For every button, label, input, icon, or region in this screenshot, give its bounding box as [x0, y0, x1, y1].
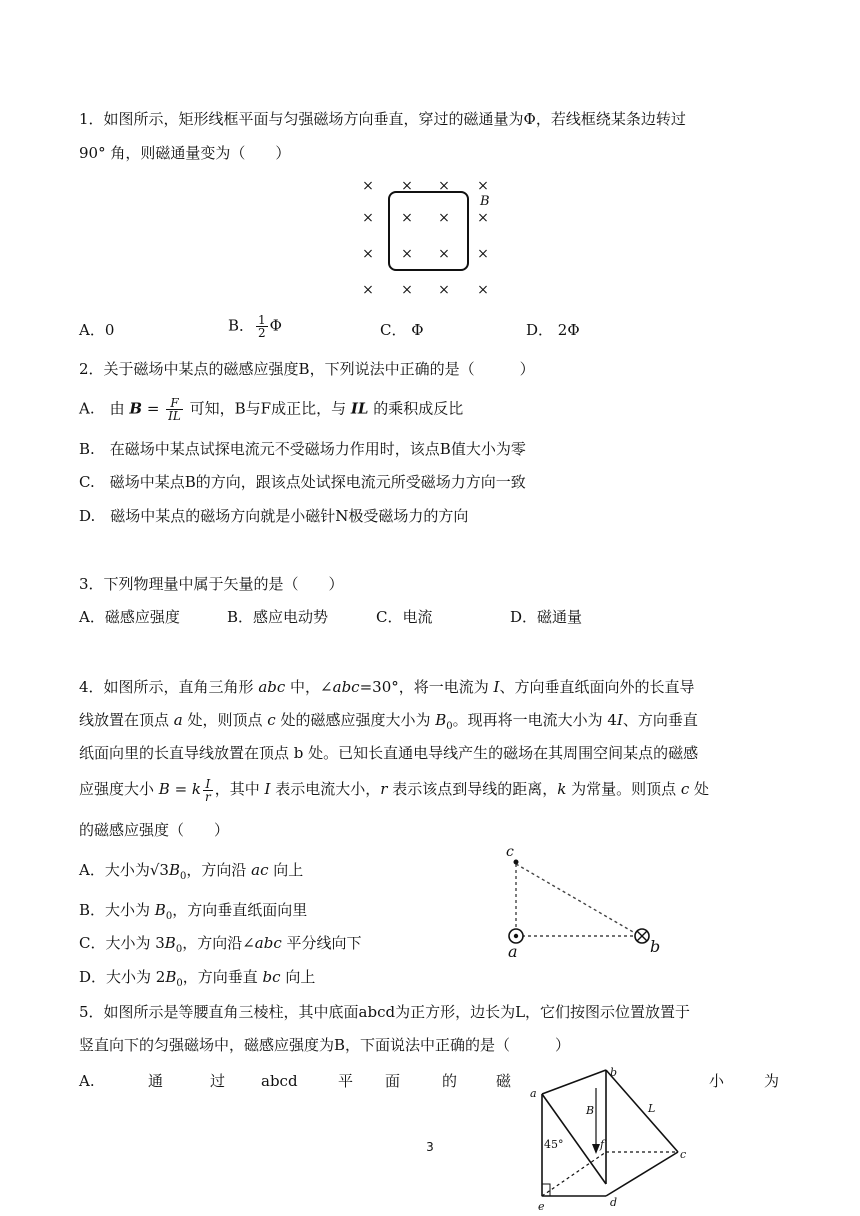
subscript: 0 [179, 871, 187, 882]
q1-option-b-label: B． [228, 316, 255, 335]
text: ，方向沿∠ [182, 934, 255, 952]
field-cross: × [401, 246, 413, 262]
field-cross: × [438, 282, 450, 297]
text: C．大小为 3 [79, 934, 165, 952]
formula-equals: = [142, 399, 165, 418]
field-cross: × [362, 246, 374, 262]
q3-option-c[interactable]: C．电流 [376, 608, 433, 626]
fraction-numerator: F [166, 397, 183, 410]
q1-option-d[interactable]: D． 2Φ [526, 321, 580, 339]
fraction-denominator: IL [168, 409, 181, 423]
subscript: 0 [176, 978, 183, 989]
label-a: a [530, 1087, 537, 1100]
q1-option-b-fraction [256, 314, 268, 339]
text: 处，则顶点 [182, 711, 268, 729]
subscript: 0 [446, 721, 453, 732]
text: 。现再将一电流大小为 4 [452, 711, 617, 729]
fraction-numerator: 1 [258, 313, 266, 327]
q2-option-b[interactable]: B. 在磁场中某点试探电流元不受磁场力作用时，该点B值大小为零 [79, 440, 526, 458]
text: = [169, 780, 192, 798]
field-cross: × [401, 210, 413, 226]
q4-option-b[interactable] [79, 900, 307, 927]
q1-stem-line1: 1．如图所示，矩形线框平面与匀强磁场方向垂直，穿过的磁通量为Φ，若线框绕某条边转过 [79, 110, 686, 128]
sqrt3: √3 [149, 861, 169, 879]
text: D．大小为 2 [79, 968, 166, 986]
page-number: 3 [426, 1140, 434, 1154]
var: bc [262, 968, 281, 986]
text: 向上 [268, 861, 304, 879]
vertex-c-dot [514, 860, 519, 865]
label-b: b [650, 937, 661, 956]
text: 、方向垂直纸面向外的长直导 [499, 678, 695, 696]
var: I [264, 780, 271, 798]
var: abc [332, 678, 360, 696]
text: 中，∠ [285, 678, 333, 696]
q2-option-c[interactable]: C. 磁场中某点B的方向，跟该点处试探电流元所受磁场力方向一致 [79, 473, 526, 491]
q4-option-d[interactable] [79, 967, 315, 994]
text: 平分线向下 [281, 934, 362, 952]
field-cross: × [477, 246, 489, 262]
field-cross: × [477, 210, 489, 226]
subscript: 0 [175, 944, 183, 955]
label-angle: 45° [544, 1138, 564, 1151]
q5-option-a-word-6: 的 [442, 1072, 458, 1090]
text: 处 [689, 780, 710, 798]
q2-option-a-text: 可知，B与F成正比，与 [184, 399, 351, 418]
q3-option-d[interactable]: D．磁通量 [510, 608, 583, 626]
q2-option-d[interactable]: D. 磁场中某点的磁场方向就是小磁针N极受磁场力的方向 [79, 507, 469, 525]
q4-stem-line1 [79, 677, 694, 697]
q5-option-a-word-4: 平 [338, 1072, 354, 1090]
q5-option-a-word-2: 过 [210, 1072, 226, 1090]
var: r [380, 780, 388, 798]
q5-option-a-word-1: 通 [148, 1072, 164, 1090]
var: B [168, 861, 180, 879]
q5-figure-prism [528, 1064, 708, 1212]
text: 为常量。则顶点 [566, 780, 681, 798]
label-c: c [680, 1148, 687, 1161]
var: ac [251, 861, 269, 879]
label-c: c [506, 844, 514, 860]
q5-option-a-word-9: 为 [764, 1072, 780, 1090]
field-cross: × [362, 178, 374, 194]
formula-IL: IL [350, 399, 369, 418]
label-a: a [508, 942, 518, 960]
label-L: L [648, 1102, 656, 1115]
edge-e-f-dashed [542, 1152, 606, 1196]
q1-figure-crosses [362, 178, 489, 297]
text: ，其中 [214, 780, 265, 798]
q5-option-a-word-5: 面 [385, 1072, 401, 1090]
q2-option-a-label: A. 由 [79, 399, 130, 418]
var: c [267, 711, 276, 729]
var: B [164, 934, 176, 952]
q5-option-a-word-7: 磁 [496, 1072, 512, 1090]
formula-B: B [129, 399, 143, 418]
var: I [493, 678, 500, 696]
var: abc [258, 678, 286, 696]
q1-figure-label-B: B [480, 194, 490, 209]
q5-stem-line1: 5．如图所示是等腰直角三棱柱，其中底面abcd为正方形，边长为L，它们按图示位置放置于 [79, 1003, 691, 1021]
text: 表示电流大小， [270, 780, 381, 798]
q4-figure-triangle [500, 840, 670, 960]
var: c [680, 780, 690, 798]
field-cross: × [362, 282, 374, 297]
var: B [158, 780, 170, 798]
label-e: e [538, 1200, 545, 1212]
fraction-denominator: r [205, 789, 211, 804]
field-cross: × [477, 178, 489, 194]
edge-d-c [606, 1152, 678, 1196]
var: B [154, 901, 166, 919]
q5-option-a-word-8: 小 [709, 1072, 725, 1090]
q3-option-b[interactable]: B．感应电动势 [227, 608, 329, 626]
field-cross: × [438, 210, 450, 226]
q2-stem: 2．关于磁场中某点的磁感应强度B，下列说法中正确的是（ ） [79, 360, 535, 378]
q4-stem-line3: 纸面向里的长直导线放置在顶点 b 处。已知长直通电导线产生的磁场在其周围空间某点的磁感 [79, 744, 699, 762]
field-cross: × [477, 282, 489, 297]
var: abc [254, 934, 282, 952]
text: 向上 [280, 968, 316, 986]
label-b: b [610, 1066, 618, 1079]
field-cross: × [438, 178, 450, 194]
text: 、方向垂直 [622, 711, 698, 729]
fraction-denominator: 2 [258, 326, 266, 340]
q1-option-c[interactable]: C． Φ [380, 321, 424, 339]
text: 表示该点到导线的距离， [387, 780, 558, 798]
var: B [165, 968, 177, 986]
field-cross: × [438, 246, 450, 262]
q4-stem-line4 [79, 776, 709, 803]
text: A．大小为 [79, 861, 150, 879]
field-cross: × [401, 282, 413, 297]
label-f: f [600, 1138, 605, 1151]
field-cross: × [401, 178, 413, 194]
q5-option-a-word-0[interactable]: A. [79, 1072, 95, 1090]
fraction-numerator: I [203, 778, 213, 791]
text: 4．如图所示，直角三角形 [79, 678, 259, 696]
q4-stem-line2 [79, 710, 698, 737]
q1-option-b[interactable] [228, 314, 282, 339]
q1-figure-magnetic-field [355, 172, 505, 297]
field-cross: × [362, 210, 374, 226]
text: ，方向垂直 [182, 968, 263, 986]
text: B．大小为 [79, 901, 155, 919]
q2-option-a-text-end: 的乘积成反比 [368, 399, 464, 418]
q1-option-b-phi: Φ [269, 316, 282, 335]
q1-stem-line2: 90° 角，则磁通量变为（ ） [79, 144, 291, 162]
label-d: d [610, 1196, 618, 1209]
q4-option-c[interactable] [79, 933, 362, 960]
q4-option-a[interactable] [79, 860, 303, 887]
text: =30°，将一电流为 [359, 678, 494, 696]
q1-option-a[interactable]: A．0 [79, 321, 115, 339]
text: ，方向沿 [186, 861, 252, 879]
q4-stem-line5: 的磁感应强度（ ） [79, 821, 230, 839]
q5-option-a-word-3: abcd [261, 1072, 298, 1090]
var: I [616, 711, 623, 729]
q2-option-a[interactable] [79, 397, 463, 422]
q3-option-a[interactable]: A．磁感应强度 [79, 608, 180, 626]
q2-option-a-fraction [166, 397, 183, 422]
edge-cb [516, 864, 640, 936]
text: 处的磁感应强度大小为 [275, 711, 436, 729]
q4-formula-fraction [203, 778, 213, 803]
var: B [435, 711, 447, 729]
var: k [191, 780, 202, 798]
text: ，方向垂直纸面向里 [172, 901, 308, 919]
var: k [557, 780, 567, 798]
text: 线放置在顶点 [79, 711, 174, 729]
var: a [173, 711, 183, 729]
text: 应强度大小 [79, 780, 159, 798]
subscript: 0 [165, 911, 173, 922]
label-B: B [586, 1104, 595, 1117]
q3-stem: 3．下列物理量中属于矢量的是（ ） [79, 575, 344, 593]
q5-stem-line2: 竖直向下的匀强磁场中，磁感应强度为B，下面说法中正确的是（ ） [79, 1036, 571, 1054]
